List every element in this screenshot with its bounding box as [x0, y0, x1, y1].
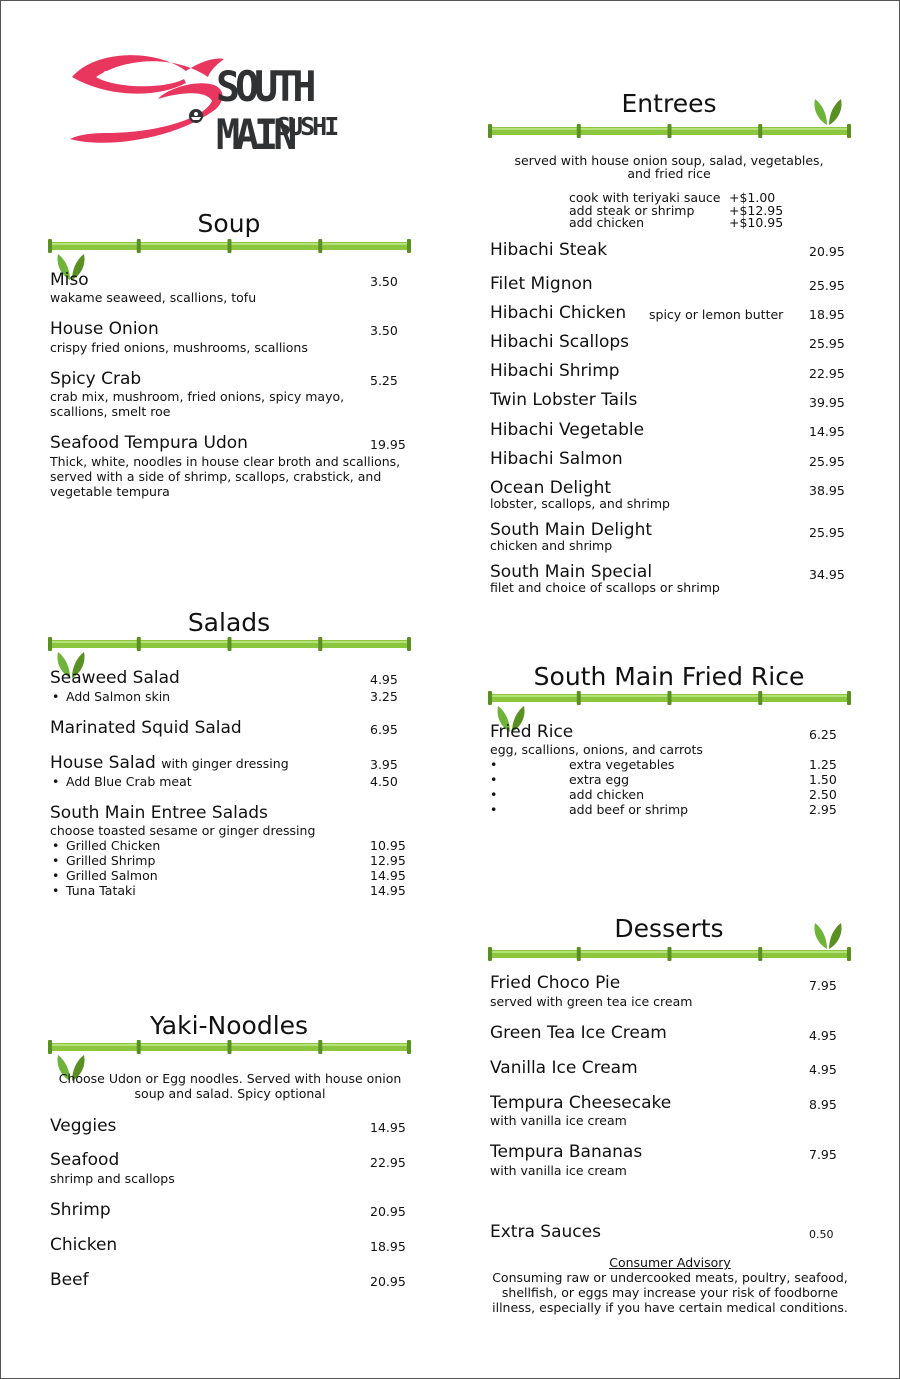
salad-item-name: South Main Entree Salads: [50, 803, 268, 823]
entree-item-name: Hibachi Scallops: [490, 332, 630, 352]
fried-rice-option: extra vegetables: [569, 757, 675, 772]
salads-title: Salads: [187, 608, 271, 637]
bullet: •: [52, 868, 60, 883]
salad-item-name: [50, 753, 289, 773]
entree-extra-price: +$12.95: [729, 203, 784, 218]
leaf-icon: [811, 921, 845, 949]
entree-item-desc: chicken and shrimp: [490, 538, 613, 553]
fried-rice-title: South Main Fried Rice: [533, 662, 805, 691]
salad-addon: Add Blue Crab meat: [66, 774, 192, 789]
salad-item-title: House Salad: [50, 753, 156, 773]
entree-item-name: South Main Special: [490, 562, 653, 582]
entree-item-desc: filet and choice of scallops or shrimp: [490, 580, 720, 595]
entree-item-desc: lobster, scallops, and shrimp: [490, 496, 670, 511]
entree-item-price: 34.95: [809, 567, 845, 582]
soup-title: Soup: [197, 209, 261, 238]
dessert-item-price: 7.95: [809, 1147, 837, 1162]
bamboo-divider: [48, 1039, 411, 1053]
fried-rice-price: 6.25: [809, 727, 837, 742]
noodle-item-name: Beef: [50, 1270, 89, 1290]
entree-item-name: Hibachi Salmon: [490, 449, 623, 469]
entree-item-price: 25.95: [809, 278, 845, 293]
salad-addon-price: 3.25: [370, 689, 398, 704]
salad-item-note: with ginger dressing: [161, 756, 289, 771]
bamboo-stalk: [48, 637, 411, 651]
advisory-title: Consumer Advisory: [609, 1255, 731, 1270]
soup-item-price: 19.95: [370, 437, 406, 452]
salad-option: Grilled Chicken: [66, 838, 161, 853]
noodle-item-price: 18.95: [370, 1239, 406, 1254]
bamboo-leaf: [811, 97, 845, 125]
fried-rice-option-price: 1.50: [809, 772, 837, 787]
bamboo-stalk: [488, 947, 851, 961]
dessert-item-name: Vanilla Ice Cream: [490, 1058, 638, 1078]
salad-option: Grilled Shrimp: [66, 853, 156, 868]
entrees-intro-line: served with house onion soup, salad, vegetables,: [514, 153, 824, 168]
noodle-item-name: Chicken: [50, 1235, 118, 1255]
logo: [66, 49, 406, 160]
fried-rice-option-price: 2.95: [809, 802, 837, 817]
entree-item-price: 14.95: [809, 424, 845, 439]
entree-item-name: Twin Lobster Tails: [490, 390, 638, 410]
advisory-line: illness, especially if you have certain medical conditions.: [492, 1300, 848, 1315]
noodles-title: Yaki-Noodles: [149, 1011, 309, 1040]
fried-rice-option-price: 2.50: [809, 787, 837, 802]
entrees-title: Entrees: [621, 89, 717, 118]
entree-item-price: 25.95: [809, 336, 845, 351]
bullet: •: [52, 883, 60, 898]
bamboo-stalk: [48, 1040, 411, 1054]
entrees-intro-line: and fried rice: [627, 166, 711, 181]
bamboo-stalk: [488, 124, 851, 138]
entree-extra: cook with teriyaki sauce: [569, 190, 721, 205]
entree-extra-price: +$1.00: [729, 190, 776, 205]
entree-item-name: Hibachi Vegetable: [490, 420, 645, 440]
entree-item-price: 20.95: [809, 244, 845, 259]
fried-rice-option: add beef or shrimp: [569, 802, 689, 817]
extra-sauces-price: 0.50: [809, 1228, 834, 1241]
entree-item-name: Hibachi Steak: [490, 240, 608, 260]
bamboo-leaf: [811, 921, 845, 949]
salad-item-name: Marinated Squid Salad: [50, 718, 242, 738]
entree-item-price: 38.95: [809, 483, 845, 498]
salad-option-price: 12.95: [370, 853, 406, 868]
advisory-line: shellfish, or eggs may increase your risk of foodborne: [501, 1285, 839, 1300]
soup-item-desc: Thick, white, noodles in house clear broth and scallions, served with a side of shrimp, scallops, crabstick, and vegetable tempura: [50, 454, 401, 499]
noodle-item-price: 14.95: [370, 1120, 406, 1135]
brand-subtitle: SUSHI: [276, 112, 337, 141]
entree-item-name: Filet Mignon: [490, 274, 593, 294]
entree-item-price: 25.95: [809, 454, 845, 469]
salad-option-price: 14.95: [370, 883, 406, 898]
entree-item-price: 25.95: [809, 525, 845, 540]
leaf-icon: [811, 97, 845, 125]
bullet: •: [490, 772, 498, 787]
desserts-title: Desserts: [614, 914, 724, 943]
bullet: •: [490, 787, 498, 802]
bullet: •: [52, 689, 60, 704]
bullet: •: [52, 853, 60, 868]
soup-item-price: 5.25: [370, 373, 398, 388]
dessert-item-desc: with vanilla ice cream: [490, 1163, 627, 1178]
fried-rice-option: extra egg: [569, 772, 630, 787]
fried-rice-desc: egg, scallions, onions, and carrots: [490, 742, 703, 757]
bamboo-divider: [48, 238, 411, 252]
salad-item-price: 6.95: [370, 722, 398, 737]
soup-item-price: 3.50: [370, 274, 398, 289]
bamboo-divider: [488, 123, 851, 137]
soup-item-name: Miso: [50, 270, 89, 290]
bamboo-divider: [48, 636, 411, 650]
salad-addon: Add Salmon skin: [66, 689, 171, 704]
bullet: •: [490, 757, 498, 772]
dessert-item-name: Tempura Bananas: [490, 1142, 643, 1162]
bullet: •: [52, 774, 60, 789]
brand-name: SOUTH MAIN: [216, 63, 312, 160]
dessert-item-price: 8.95: [809, 1097, 837, 1112]
soup-item-desc: crispy fried onions, mushrooms, scallions: [50, 340, 308, 355]
advisory-line: Consuming raw or undercooked meats, poultry, seafood,: [492, 1270, 848, 1285]
soup-item-name: Spicy Crab: [50, 369, 142, 389]
bamboo-stalk: [48, 239, 411, 253]
entree-extra: add chicken: [569, 215, 645, 230]
soup-item-desc: wakame seaweed, scallions, tofu: [50, 290, 257, 305]
entree-item-price: 22.95: [809, 366, 845, 381]
dessert-item-price: 4.95: [809, 1028, 837, 1043]
fried-rice-name: Fried Rice: [490, 722, 574, 742]
fish-logo-icon: [66, 49, 226, 155]
noodle-item-price: 22.95: [370, 1155, 406, 1170]
soup-item-name: Seafood Tempura Udon: [50, 433, 248, 453]
salad-item-price: 4.95: [370, 672, 398, 687]
dessert-item-name: Green Tea Ice Cream: [490, 1023, 667, 1043]
soup-item-price: 3.50: [370, 323, 398, 338]
bamboo-stalk: [488, 691, 851, 705]
noodles-intro-line: soup and salad. Spicy optional: [134, 1086, 326, 1101]
salad-option: Grilled Salmon: [66, 868, 158, 883]
soup-item-desc: crab mix, mushroom, fried onions, spicy mayo, scallions, smelt roe: [50, 389, 345, 419]
entree-item-name: Hibachi Shrimp: [490, 361, 620, 381]
fried-rice-option-price: 1.25: [809, 757, 837, 772]
extra-sauces-name: Extra Sauces: [490, 1222, 601, 1242]
noodle-item-desc: shrimp and scallops: [50, 1171, 175, 1186]
entree-item-name: Ocean Delight: [490, 478, 612, 498]
salad-item-price: 3.95: [370, 757, 398, 772]
entree-item-price: 18.95: [809, 307, 845, 322]
soup-item-name: House Onion: [50, 319, 159, 339]
noodle-item-price: 20.95: [370, 1204, 406, 1219]
salad-option-price: 10.95: [370, 838, 406, 853]
entree-item-note: spicy or lemon butter: [649, 307, 784, 322]
entree-item-price: 39.95: [809, 395, 845, 410]
noodle-item-name: Veggies: [50, 1116, 117, 1136]
bamboo-divider: [488, 946, 851, 960]
fried-rice-option: add chicken: [569, 787, 645, 802]
dessert-item-price: 7.95: [809, 978, 837, 993]
dessert-item-name: Fried Choco Pie: [490, 973, 621, 993]
noodles-intro-line: Choose Udon or Egg noodles. Served with house onion: [58, 1071, 402, 1086]
salad-option: Tuna Tataki: [66, 883, 136, 898]
entree-item-name: Hibachi Chicken: [490, 303, 627, 323]
salad-addon-price: 4.50: [370, 774, 398, 789]
salad-option-price: 14.95: [370, 868, 406, 883]
noodle-item-price: 20.95: [370, 1274, 406, 1289]
entree-item-name: South Main Delight: [490, 520, 653, 540]
dessert-item-name: Tempura Cheesecake: [490, 1093, 672, 1113]
salad-item-desc: choose toasted sesame or ginger dressing: [50, 823, 316, 838]
noodle-item-name: Seafood: [50, 1150, 120, 1170]
entree-extra-price: +$10.95: [729, 215, 784, 230]
bamboo-divider: [488, 690, 851, 704]
noodle-item-name: Shrimp: [50, 1200, 111, 1220]
entree-extra: add steak or shrimp: [569, 203, 695, 218]
dessert-item-desc: served with green tea ice cream: [490, 994, 693, 1009]
bullet: •: [52, 838, 60, 853]
dessert-item-desc: with vanilla ice cream: [490, 1113, 627, 1128]
bullet: •: [490, 802, 498, 817]
salad-item-name: Seaweed Salad: [50, 668, 180, 688]
dessert-item-price: 4.95: [809, 1062, 837, 1077]
